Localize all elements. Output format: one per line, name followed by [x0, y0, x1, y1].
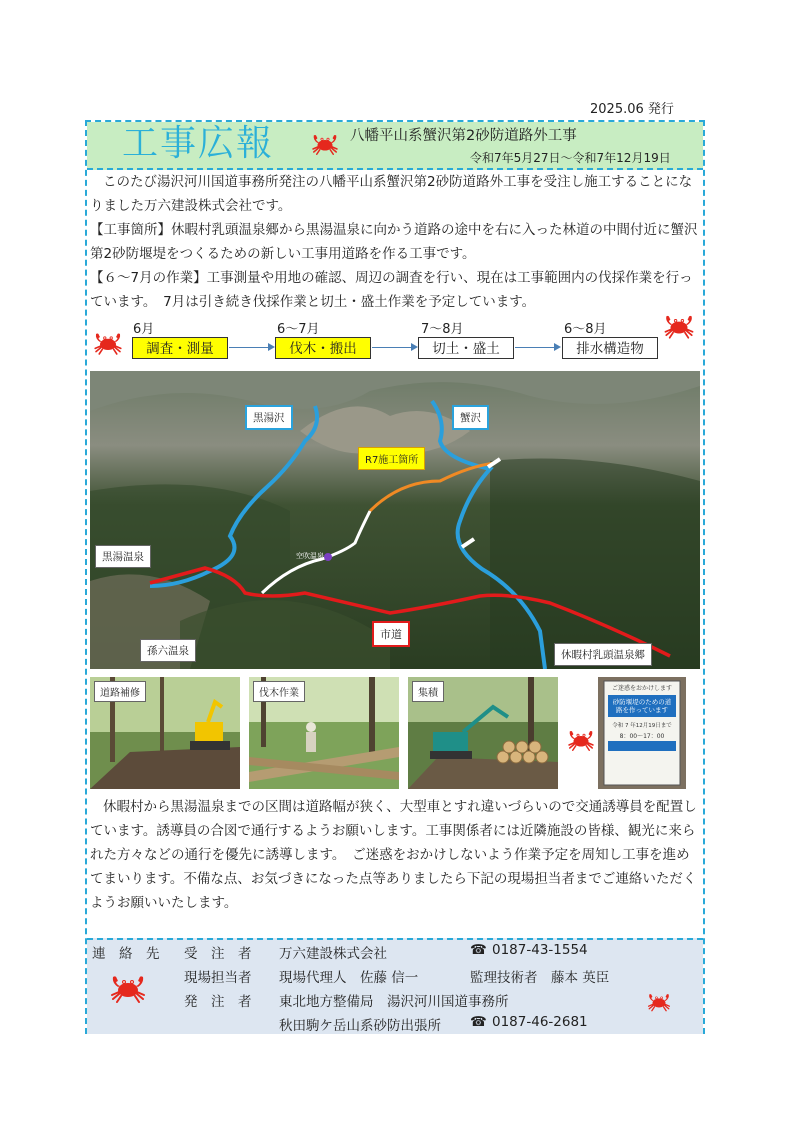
crab-icon: [108, 970, 148, 1004]
caption-felling: 伐木作業: [253, 681, 305, 702]
phone-icon: ☎: [470, 942, 487, 958]
caption-road-repair: 道路補修: [94, 681, 146, 702]
intro-paragraph: このたび湯沢河川国道事務所発注の八幡平山系蟹沢第2砂防道路外工事を受注し施工することになりました万六建設株式会社です。: [90, 174, 693, 214]
traffic-notice-paragraph: 休暇村から黒湯温泉までの区間は道路幅が狭く、大型車とすれ違いづらいので交通誘導員を配置しています。誘導員の合図で通行するようお願いします。工事関係者には近隣施設の皆様、観光に来られた方々などの通行を優先に誘導します。 ご迷惑をおかけしないよう作業予定を周知し工事を進めてまいります。不備な点、お気づきになった点等ありましたら下記の現場担当者までご連絡いただくようお願いいたします。: [90, 799, 697, 911]
photo-felling: [249, 677, 399, 789]
crab-icon: [566, 726, 596, 752]
contractor-phone[interactable]: 0187-43-1554: [492, 942, 588, 958]
crab-icon: [662, 310, 696, 340]
label-ganbo: 空吹温泉: [296, 552, 324, 560]
contact-heading: 連 絡 先: [92, 946, 160, 962]
branch-office: 秋田駒ケ岳山系砂防出張所: [279, 1018, 441, 1034]
sign-period: 令和 7 年12月19日まで: [612, 723, 672, 729]
photo-notice-sign: [598, 677, 686, 789]
caption-stacking: 集積: [412, 681, 444, 702]
chief-engineer: 監理技術者 藤本 英臣: [470, 970, 610, 986]
step-felling: 伐木・搬出: [275, 337, 371, 359]
arrow-icon: [515, 347, 559, 348]
newsletter-title: 工事広報: [122, 123, 275, 164]
client-label: 発 注 者: [184, 994, 252, 1010]
work-schedule-paragraph: 【６～7月の作業】工事測量や用地の確認、周辺の調査を行い、現在は工事範囲内の伐採作業を行っています。 7月は引き続き伐採作業と切土・盛土作業を予定しています。: [90, 270, 693, 310]
step-month: 6～7月: [277, 322, 320, 337]
step-month: 6月: [133, 322, 155, 337]
step-drainage: 排水構造物: [562, 337, 658, 359]
site-contact-label: 現場担当者: [184, 970, 252, 986]
label-r7-site: R7施工箇所: [358, 447, 425, 470]
phone-icon: ☎: [470, 1014, 487, 1030]
arrow-icon: [229, 347, 273, 348]
step-survey: 調査・測量: [132, 337, 228, 359]
sign-header: ご迷惑をおかけします: [611, 685, 672, 692]
sign-time: 8：00～17：00: [619, 733, 665, 740]
step-month: 6～8月: [564, 322, 607, 337]
crab-icon: [92, 328, 124, 356]
label-kuroyusawa: 黒湯沢: [245, 405, 293, 430]
aerial-site-map: [90, 371, 700, 669]
label-magoroku-onsen: 孫六温泉: [140, 639, 196, 662]
project-name: 八幡平山系蟹沢第2砂防道路外工事: [350, 128, 577, 144]
photo-road-repair: [90, 677, 240, 789]
project-period: 令和7年5月27日～令和7年12月19日: [470, 151, 671, 165]
client-name: 東北地方整備局 湯沢河川国道事務所: [279, 994, 509, 1010]
photo-stacking: [408, 677, 558, 789]
branch-phone[interactable]: 0187-46-2681: [492, 1014, 588, 1030]
label-city-road: 市道: [372, 621, 410, 647]
label-kyukamura: 休暇村乳頭温泉郷: [554, 643, 652, 666]
site-location-paragraph: 【工事箇所】休暇村乳頭温泉郷から黒湯温泉に向かう道路の途中を右に入った林道の中間付近に蟹沢第2砂防堰堤をつくるための新しい工事用道路を作る工事です。: [90, 222, 698, 262]
step-month: 7～8月: [421, 322, 464, 337]
site-agent: 現場代理人 佐藤 信一: [279, 970, 419, 986]
label-kanisawa: 蟹沢: [452, 405, 489, 430]
crab-icon: [310, 130, 340, 156]
contractor-label: 受 注 者: [184, 946, 252, 962]
arrow-icon: [372, 347, 416, 348]
crab-icon: [646, 990, 672, 1012]
sign-main: 砂防堰堤のための道路を作っています: [612, 698, 672, 714]
contractor-name: 万六建設株式会社: [279, 946, 387, 962]
label-kuroyu-onsen: 黒湯温泉: [95, 545, 151, 568]
issue-date: 2025.06 発行: [590, 102, 674, 117]
step-earthwork: 切土・盛土: [418, 337, 514, 359]
